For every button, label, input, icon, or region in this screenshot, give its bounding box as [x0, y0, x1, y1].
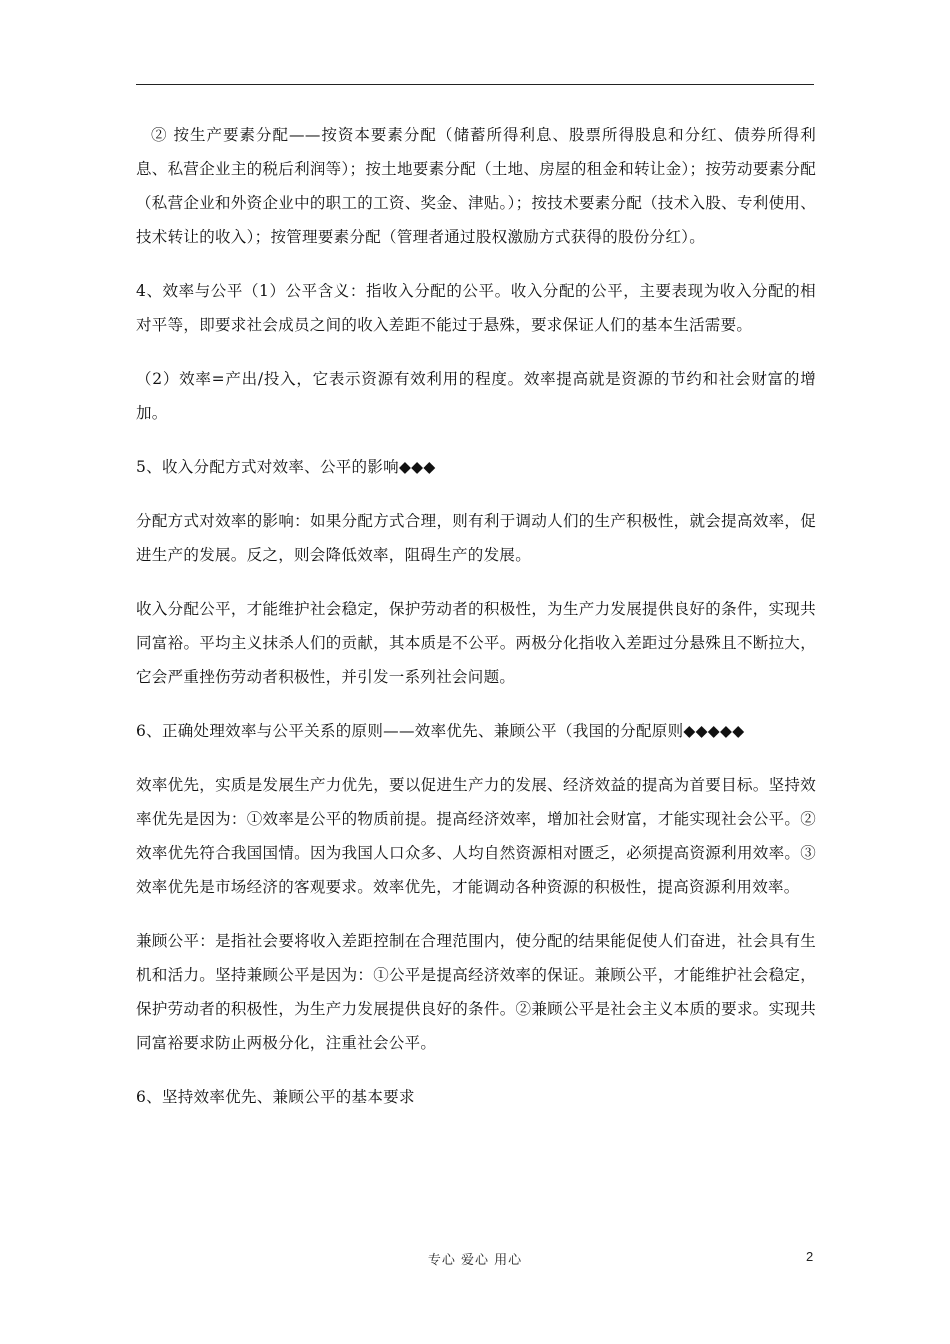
paragraph-factor-distribution: ② 按生产要素分配——按资本要素分配（储蓄所得利息、股票所得股息和分红、债券所得利息、私营企业主的税后利润等）；按土地要素分配（土地、房屋的租金和转让金）；按劳动要素分配（私营企业和外资企业中的职工的工资、奖金、津贴。）；按技术要素分配（技术入股、专利使用、技术转让的收入）；按管理要素分配（管理者通过股权激励方式获得的股份分红）。 — [136, 126, 816, 246]
footer-motto: 专心 爱心 用心 — [427, 1253, 523, 1268]
section-heading-6-requirements: 6、坚持效率优先、兼顾公平的基本要求 — [136, 1088, 415, 1106]
paragraph-distribution-impact-efficiency: 分配方式对效率的影响：如果分配方式合理，则有利于调动人们的生产积极性，就会提高效率，促进生产的发展。反之，则会降低效率，阻碍生产的发展。 — [136, 512, 816, 564]
paragraph-fairness-consideration: 兼顾公平：是指社会要将收入差距控制在合理范围内，使分配的结果能促使人们奋进，社会具有生机和活力。坚持兼顾公平是因为：①公平是提高经济效率的保证。兼顾公平，才能维护社会稳定，保护劳动者的积极性，为生产力发展提供良好的条件。②兼顾公平是社会主义本质的要求。实现共同富裕要求防止两极分化，注重社会公平。 — [136, 932, 816, 1052]
document-body — [136, 118, 816, 1134]
paragraph-efficiency-definition: （2）效率=产出/投入，它表示资源有效利用的程度。效率提高就是资源的节约和社会财富的增加。 — [136, 370, 816, 422]
section-heading-5: 5、收入分配方式对效率、公平的影响◆◆◆ — [136, 458, 436, 476]
header-rule — [136, 84, 814, 85]
paragraph-distribution-fairness: 收入分配公平，才能维护社会稳定，保护劳动者的积极性，为生产力发展提供良好的条件，实现共同富裕。平均主义抹杀人们的贡献，其本质是不公平。两极分化指收入差距过分悬殊且不断拉大，它会严重挫伤劳动者积极性，并引发一系列社会问题。 — [136, 600, 816, 686]
paragraph-efficiency-priority: 效率优先，实质是发展生产力优先，要以促进生产力的发展、经济效益的提高为首要目标。坚持效率优先是因为：①效率是公平的物质前提。提高经济效率，增加社会财富，才能实现社会公平。②效率优先符合我国国情。因为我国人口众多、人均自然资源相对匮乏，必须提高资源利用效率。③效率优先是市场经济的客观要求。效率优先，才能调动各种资源的积极性，提高资源利用效率。 — [136, 776, 816, 896]
page-number: 2 — [806, 1249, 814, 1264]
section-heading-6-principle: 6、正确处理效率与公平关系的原则——效率优先、兼顾公平（我国的分配原则◆◆◆◆◆ — [136, 722, 745, 740]
paragraph-efficiency-fairness-definition: 4、效率与公平（1）公平含义：指收入分配的公平。收入分配的公平，主要表现为收入分配的相对平等，即要求社会成员之间的收入差距不能过于悬殊，要求保证人们的基本生活需要。 — [136, 282, 816, 334]
